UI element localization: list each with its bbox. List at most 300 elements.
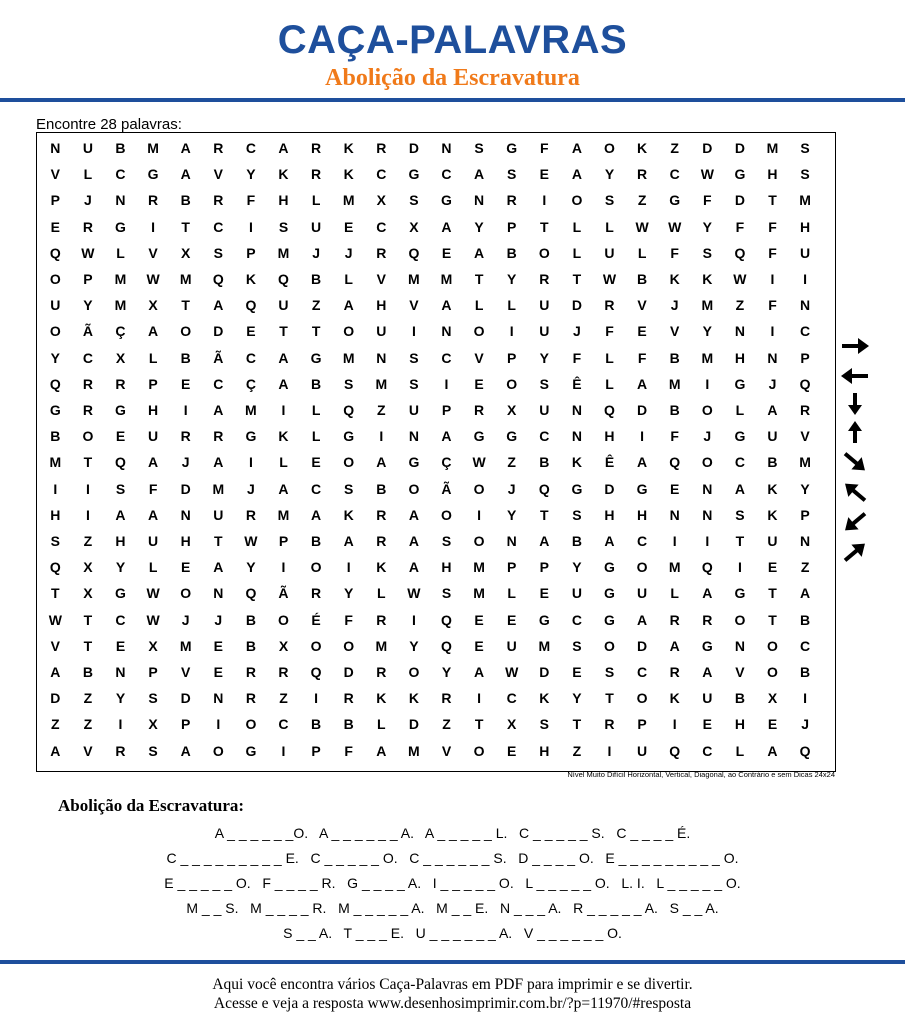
grid-cell[interactable]: S <box>115 480 126 497</box>
grid-cell[interactable]: R <box>213 192 224 209</box>
grid-cell[interactable]: B <box>734 690 745 707</box>
grid-cell[interactable]: P <box>507 218 517 235</box>
grid-cell[interactable]: N <box>441 323 452 340</box>
grid-cell[interactable]: A <box>441 218 452 235</box>
grid-cell[interactable]: L <box>377 585 386 602</box>
grid-cell[interactable]: A <box>474 664 485 680</box>
grid-cell[interactable]: I <box>803 690 808 707</box>
grid-cell[interactable]: K <box>343 506 354 523</box>
grid-cell[interactable]: E <box>637 323 647 340</box>
grid-cell[interactable]: Y <box>507 506 517 523</box>
grid-cell[interactable]: Q <box>799 375 811 392</box>
grid-cell[interactable]: G <box>669 192 681 209</box>
grid-cell[interactable]: H <box>441 559 452 576</box>
grid-cell[interactable]: C <box>213 375 224 392</box>
grid-cell[interactable]: U <box>637 742 648 759</box>
grid-cell[interactable]: E <box>507 742 517 759</box>
grid-cell[interactable]: M <box>408 742 420 759</box>
grid-cell[interactable]: J <box>83 192 92 209</box>
grid-cell[interactable]: A <box>278 140 289 156</box>
grid-cell[interactable]: B <box>669 349 680 366</box>
grid-cell[interactable]: O <box>636 690 648 707</box>
grid-cell[interactable]: O <box>604 637 615 654</box>
grid-cell[interactable]: W <box>146 611 160 628</box>
grid-cell[interactable]: I <box>770 323 775 340</box>
grid-cell[interactable]: U <box>278 297 289 314</box>
grid-cell[interactable]: K <box>669 690 680 707</box>
grid-cell[interactable]: C <box>376 166 387 183</box>
grid-cell[interactable]: O <box>49 271 61 287</box>
grid-cell[interactable]: Q <box>245 297 257 314</box>
grid-cell[interactable]: I <box>85 506 90 523</box>
grid-cell[interactable]: I <box>216 716 221 733</box>
grid-cell[interactable]: L <box>311 428 321 445</box>
grid-cell[interactable]: R <box>376 140 387 156</box>
grid-cell[interactable]: M <box>473 585 485 602</box>
grid-cell[interactable]: I <box>183 402 188 418</box>
grid-cell[interactable]: U <box>82 140 93 156</box>
grid-cell[interactable]: A <box>311 506 322 523</box>
grid-cell[interactable]: O <box>180 323 192 340</box>
grid-cell[interactable]: O <box>506 375 518 392</box>
grid-cell[interactable]: K <box>637 140 648 156</box>
grid-cell[interactable]: E <box>344 218 354 235</box>
grid-cell[interactable]: R <box>343 690 354 707</box>
grid-cell[interactable]: H <box>115 533 126 549</box>
grid-cell[interactable]: O <box>473 323 485 340</box>
grid-cell[interactable]: F <box>670 244 679 261</box>
grid-cell[interactable]: C <box>245 349 256 366</box>
grid-cell[interactable]: D <box>180 480 191 497</box>
grid-cell[interactable]: C <box>506 690 517 707</box>
grid-cell[interactable]: F <box>344 742 353 759</box>
grid-cell[interactable]: C <box>82 349 93 366</box>
grid-cell[interactable]: S <box>409 349 419 366</box>
grid-cell[interactable]: O <box>180 585 192 602</box>
grid-cell[interactable]: X <box>376 192 386 209</box>
grid-cell[interactable]: G <box>734 166 746 183</box>
grid-cell[interactable]: H <box>734 716 745 733</box>
grid-cell[interactable]: M <box>277 506 290 523</box>
grid-cell[interactable]: J <box>246 480 255 497</box>
grid-cell[interactable]: A <box>115 506 126 523</box>
grid-cell[interactable]: Y <box>409 637 419 654</box>
grid-cell[interactable]: T <box>474 271 484 287</box>
grid-cell[interactable]: O <box>310 637 322 654</box>
grid-cell[interactable]: S <box>604 664 615 680</box>
grid-cell[interactable]: Q <box>538 480 550 497</box>
grid-cell[interactable]: S <box>441 585 452 602</box>
grid-cell[interactable]: A <box>50 664 61 680</box>
grid-cell[interactable]: A <box>180 166 191 183</box>
grid-cell[interactable]: A <box>571 166 582 183</box>
grid-cell[interactable]: Y <box>83 297 93 314</box>
grid-cell[interactable]: L <box>83 166 93 183</box>
grid-cell[interactable]: Ã <box>213 349 224 366</box>
grid-cell[interactable]: O <box>767 664 778 680</box>
grid-cell[interactable]: O <box>473 742 485 759</box>
grid-cell[interactable]: B <box>245 637 256 654</box>
grid-cell[interactable]: R <box>115 375 126 392</box>
grid-cell[interactable]: J <box>312 244 320 261</box>
grid-cell[interactable]: V <box>181 664 191 680</box>
grid-cell[interactable]: U <box>50 297 61 314</box>
grid-cell[interactable]: R <box>311 140 322 156</box>
grid-cell[interactable]: N <box>669 506 680 523</box>
grid-cell[interactable]: A <box>213 454 224 471</box>
grid-cell[interactable]: U <box>539 402 550 418</box>
grid-cell[interactable]: R <box>82 375 93 392</box>
grid-cell[interactable]: J <box>507 480 516 497</box>
grid-cell[interactable]: A <box>408 533 419 549</box>
grid-cell[interactable]: D <box>571 297 582 314</box>
grid-cell[interactable]: A <box>278 375 289 392</box>
grid-cell[interactable]: U <box>148 533 159 549</box>
grid-cell[interactable]: C <box>539 428 550 445</box>
grid-cell[interactable]: F <box>768 297 777 314</box>
grid-cell[interactable]: W <box>81 244 95 261</box>
grid-cell[interactable]: I <box>248 218 253 235</box>
grid-cell[interactable]: L <box>605 349 614 366</box>
grid-cell[interactable]: M <box>114 297 127 314</box>
grid-cell[interactable]: V <box>474 349 484 366</box>
grid-cell[interactable]: Q <box>734 244 746 261</box>
grid-cell[interactable]: Ç <box>441 454 452 471</box>
grid-cell[interactable]: Y <box>246 559 256 576</box>
grid-cell[interactable]: H <box>734 349 745 366</box>
grid-cell[interactable]: D <box>213 323 224 340</box>
grid-cell[interactable]: C <box>441 166 452 183</box>
grid-cell[interactable]: T <box>605 690 614 707</box>
grid-cell[interactable]: A <box>343 297 354 314</box>
grid-cell[interactable]: D <box>604 480 615 497</box>
grid-cell[interactable]: I <box>281 402 286 418</box>
grid-cell[interactable]: Q <box>701 559 713 576</box>
grid-cell[interactable]: C <box>115 611 126 628</box>
grid-cell[interactable]: W <box>635 218 649 235</box>
grid-cell[interactable]: R <box>604 716 615 733</box>
grid-cell[interactable]: P <box>800 349 810 366</box>
grid-cell[interactable]: Z <box>311 297 321 314</box>
grid-cell[interactable]: O <box>571 192 583 209</box>
grid-cell[interactable]: L <box>670 585 679 602</box>
grid-cell[interactable]: C <box>734 454 745 471</box>
grid-cell[interactable]: A <box>213 297 224 314</box>
grid-cell[interactable]: P <box>181 716 191 733</box>
grid-cell[interactable]: I <box>640 428 645 445</box>
grid-cell[interactable]: U <box>539 297 550 314</box>
grid-cell[interactable]: A <box>637 611 648 628</box>
grid-cell[interactable]: L <box>572 244 582 261</box>
grid-cell[interactable]: P <box>637 716 647 733</box>
grid-cell[interactable]: I <box>281 742 286 759</box>
grid-cell[interactable]: G <box>506 428 518 445</box>
grid-cell[interactable]: E <box>213 637 223 654</box>
grid-cell[interactable]: F <box>540 140 549 156</box>
grid-cell[interactable]: S <box>344 375 354 392</box>
grid-cell[interactable]: K <box>571 454 582 471</box>
grid-cell[interactable]: R <box>637 166 648 183</box>
grid-cell[interactable]: J <box>572 323 581 340</box>
grid-cell[interactable]: A <box>669 637 680 654</box>
grid-cell[interactable]: S <box>539 375 549 392</box>
grid-cell[interactable]: I <box>281 559 286 576</box>
grid-cell[interactable]: K <box>702 271 713 287</box>
grid-cell[interactable]: F <box>572 349 582 366</box>
grid-cell[interactable]: X <box>148 637 158 654</box>
grid-cell[interactable]: G <box>636 480 648 497</box>
grid-cell[interactable]: D <box>702 140 713 156</box>
grid-cell[interactable]: A <box>767 742 778 759</box>
grid-cell[interactable]: I <box>85 480 90 497</box>
grid-cell[interactable]: K <box>376 559 387 576</box>
grid-cell[interactable]: U <box>213 506 224 523</box>
grid-cell[interactable]: G <box>441 192 452 209</box>
grid-cell[interactable]: M <box>49 454 62 471</box>
grid-cell[interactable]: A <box>376 454 387 471</box>
grid-cell[interactable]: W <box>668 218 682 235</box>
grid-cell[interactable]: U <box>767 428 778 445</box>
grid-cell[interactable]: Q <box>49 375 61 392</box>
grid-cell[interactable]: W <box>146 585 160 602</box>
grid-cell[interactable]: C <box>669 166 680 183</box>
grid-cell[interactable]: O <box>343 637 355 654</box>
grid-cell[interactable]: F <box>605 323 614 340</box>
grid-cell[interactable]: M <box>701 349 714 366</box>
grid-cell[interactable]: M <box>668 559 681 576</box>
grid-cell[interactable]: O <box>734 611 746 628</box>
grid-cell[interactable]: L <box>279 454 288 471</box>
grid-cell[interactable]: T <box>768 611 777 628</box>
grid-cell[interactable]: G <box>408 166 420 183</box>
grid-cell[interactable]: H <box>50 506 61 523</box>
grid-cell[interactable]: Q <box>49 244 61 261</box>
grid-cell[interactable]: Z <box>377 402 386 418</box>
grid-cell[interactable]: V <box>50 637 60 654</box>
grid-cell[interactable]: G <box>734 585 746 602</box>
grid-cell[interactable]: Ê <box>572 375 582 392</box>
grid-cell[interactable]: N <box>734 637 745 654</box>
grid-cell[interactable]: M <box>799 192 811 209</box>
grid-cell[interactable]: C <box>245 140 256 156</box>
grid-cell[interactable]: Z <box>83 533 93 549</box>
grid-cell[interactable]: R <box>702 611 713 628</box>
grid-cell[interactable]: T <box>474 716 484 733</box>
grid-cell[interactable]: X <box>83 559 93 576</box>
grid-cell[interactable]: Ç <box>245 375 256 392</box>
grid-cell[interactable]: T <box>83 637 93 654</box>
grid-cell[interactable]: A <box>637 375 648 392</box>
grid-cell[interactable]: L <box>735 402 745 418</box>
grid-cell[interactable]: Y <box>474 218 484 235</box>
grid-cell[interactable]: Ç <box>115 323 126 340</box>
grid-cell[interactable]: X <box>409 218 419 235</box>
grid-cell[interactable]: U <box>311 218 322 235</box>
grid-cell[interactable]: P <box>311 742 321 759</box>
grid-cell[interactable]: S <box>148 742 158 759</box>
grid-cell[interactable]: O <box>49 323 61 340</box>
grid-cell[interactable]: D <box>343 664 354 680</box>
grid-cell[interactable]: T <box>83 454 93 471</box>
grid-cell[interactable]: R <box>669 664 680 680</box>
grid-cell[interactable]: C <box>213 218 224 235</box>
grid-cell[interactable]: Z <box>800 559 810 576</box>
grid-cell[interactable]: V <box>50 166 60 183</box>
grid-cell[interactable]: N <box>213 690 224 707</box>
grid-cell[interactable]: Z <box>279 690 288 707</box>
grid-cell[interactable]: R <box>213 140 224 156</box>
grid-cell[interactable]: U <box>408 402 419 418</box>
grid-cell[interactable]: R <box>506 192 517 209</box>
grid-cell[interactable]: V <box>800 428 810 445</box>
grid-cell[interactable]: N <box>734 323 745 340</box>
grid-cell[interactable]: Ã <box>278 585 289 602</box>
grid-cell[interactable]: N <box>180 506 191 523</box>
grid-cell[interactable]: T <box>572 271 582 287</box>
grid-cell[interactable]: Z <box>572 742 582 759</box>
grid-cell[interactable]: G <box>734 428 746 445</box>
grid-cell[interactable]: H <box>539 742 550 759</box>
grid-cell[interactable]: U <box>376 323 387 340</box>
grid-cell[interactable]: I <box>118 716 123 733</box>
grid-cell[interactable]: N <box>115 664 126 680</box>
grid-cell[interactable]: L <box>344 271 353 287</box>
grid-cell[interactable]: C <box>278 716 289 733</box>
grid-cell[interactable]: Q <box>115 454 126 471</box>
grid-cell[interactable]: S <box>409 375 419 392</box>
grid-cell[interactable]: V <box>637 297 647 314</box>
grid-cell[interactable]: X <box>83 585 93 602</box>
grid-cell[interactable]: J <box>768 375 777 392</box>
grid-cell[interactable]: R <box>115 742 126 759</box>
grid-cell[interactable]: S <box>572 637 582 654</box>
grid-cell[interactable]: W <box>733 271 747 287</box>
grid-cell[interactable]: B <box>180 349 191 366</box>
grid-cell[interactable]: Y <box>604 166 615 183</box>
grid-cell[interactable]: A <box>767 402 778 418</box>
grid-cell[interactable]: E <box>670 480 680 497</box>
grid-cell[interactable]: A <box>213 402 224 418</box>
grid-cell[interactable]: Y <box>246 166 256 183</box>
grid-cell[interactable]: Q <box>799 742 811 759</box>
grid-cell[interactable]: R <box>180 428 191 445</box>
grid-cell[interactable]: H <box>278 192 289 209</box>
grid-cell[interactable]: L <box>507 585 516 602</box>
grid-cell[interactable]: X <box>767 690 778 707</box>
grid-cell[interactable]: Q <box>278 271 289 287</box>
grid-cell[interactable]: C <box>800 637 811 654</box>
grid-cell[interactable]: H <box>637 506 648 523</box>
grid-cell[interactable]: O <box>441 506 452 523</box>
grid-cell[interactable]: R <box>376 506 387 523</box>
grid-cell[interactable]: D <box>408 716 419 733</box>
grid-cell[interactable]: A <box>343 533 354 549</box>
grid-cell[interactable]: S <box>539 716 549 733</box>
grid-cell[interactable]: A <box>441 428 452 445</box>
grid-cell[interactable]: N <box>702 506 713 523</box>
grid-cell[interactable]: M <box>179 271 192 287</box>
grid-cell[interactable]: I <box>705 533 710 549</box>
grid-cell[interactable]: N <box>800 533 811 549</box>
grid-cell[interactable]: W <box>244 533 258 549</box>
grid-cell[interactable]: I <box>672 533 677 549</box>
grid-cell[interactable]: R <box>669 611 680 628</box>
grid-cell[interactable]: K <box>278 166 289 183</box>
grid-cell[interactable]: K <box>669 271 680 287</box>
grid-cell[interactable]: U <box>571 585 582 602</box>
grid-cell[interactable]: F <box>246 192 256 209</box>
grid-cell[interactable]: O <box>636 559 648 576</box>
grid-cell[interactable]: G <box>473 428 485 445</box>
grid-cell[interactable]: S <box>148 690 158 707</box>
grid-cell[interactable]: I <box>737 559 742 576</box>
grid-cell[interactable]: P <box>148 664 158 680</box>
grid-cell[interactable]: L <box>311 402 321 418</box>
grid-cell[interactable]: M <box>440 271 453 287</box>
grid-cell[interactable]: P <box>507 349 517 366</box>
grid-cell[interactable]: B <box>767 454 778 471</box>
grid-cell[interactable]: Y <box>702 323 712 340</box>
grid-cell[interactable]: G <box>343 428 355 445</box>
grid-cell[interactable]: U <box>637 585 648 602</box>
grid-cell[interactable]: X <box>148 716 158 733</box>
grid-cell[interactable]: I <box>542 192 547 209</box>
grid-cell[interactable]: Y <box>50 349 60 366</box>
grid-cell[interactable]: X <box>115 349 126 366</box>
grid-cell[interactable]: R <box>376 664 387 680</box>
grid-cell[interactable]: O <box>538 244 550 261</box>
footer-link[interactable]: Acesse e veja a resposta www.desenhosimprimir.com.br/?p=11970/#resposta <box>213 995 692 1012</box>
grid-cell[interactable]: L <box>735 742 745 759</box>
grid-cell[interactable]: G <box>571 480 583 497</box>
grid-cell[interactable]: M <box>408 271 420 287</box>
word-search-grid[interactable] <box>36 132 836 772</box>
grid-cell[interactable]: V <box>735 664 745 680</box>
grid-cell[interactable]: A <box>408 506 419 523</box>
grid-cell[interactable]: J <box>344 244 353 261</box>
grid-cell[interactable]: P <box>507 559 517 576</box>
grid-cell[interactable]: Q <box>408 244 420 261</box>
grid-cell[interactable]: O <box>473 480 485 497</box>
grid-cell[interactable]: L <box>377 716 386 733</box>
grid-cell[interactable]: X <box>507 402 517 418</box>
grid-cell[interactable]: S <box>278 218 289 235</box>
grid-cell[interactable]: A <box>539 533 550 549</box>
grid-cell[interactable]: K <box>767 506 778 523</box>
grid-cell[interactable]: R <box>539 271 550 287</box>
grid-cell[interactable]: A <box>180 742 191 759</box>
grid-cell[interactable]: T <box>311 323 321 340</box>
grid-cell[interactable]: I <box>509 323 514 340</box>
grid-cell[interactable]: B <box>376 480 387 497</box>
grid-cell[interactable]: K <box>408 690 419 707</box>
grid-cell[interactable]: M <box>342 192 355 209</box>
grid-cell[interactable]: K <box>539 690 550 707</box>
grid-cell[interactable]: S <box>702 244 712 261</box>
grid-cell[interactable]: C <box>115 166 126 183</box>
grid-cell[interactable]: C <box>571 611 582 628</box>
grid-cell[interactable]: U <box>604 244 615 261</box>
grid-cell[interactable]: L <box>507 297 516 314</box>
grid-cell[interactable]: O <box>701 402 713 418</box>
grid-cell[interactable]: B <box>311 375 322 392</box>
grid-cell[interactable]: Y <box>115 690 126 707</box>
grid-cell[interactable]: E <box>181 559 191 576</box>
grid-cell[interactable]: X <box>278 637 289 654</box>
grid-cell[interactable]: C <box>800 323 811 340</box>
grid-cell[interactable]: O <box>212 742 224 759</box>
grid-cell[interactable]: B <box>50 428 61 445</box>
